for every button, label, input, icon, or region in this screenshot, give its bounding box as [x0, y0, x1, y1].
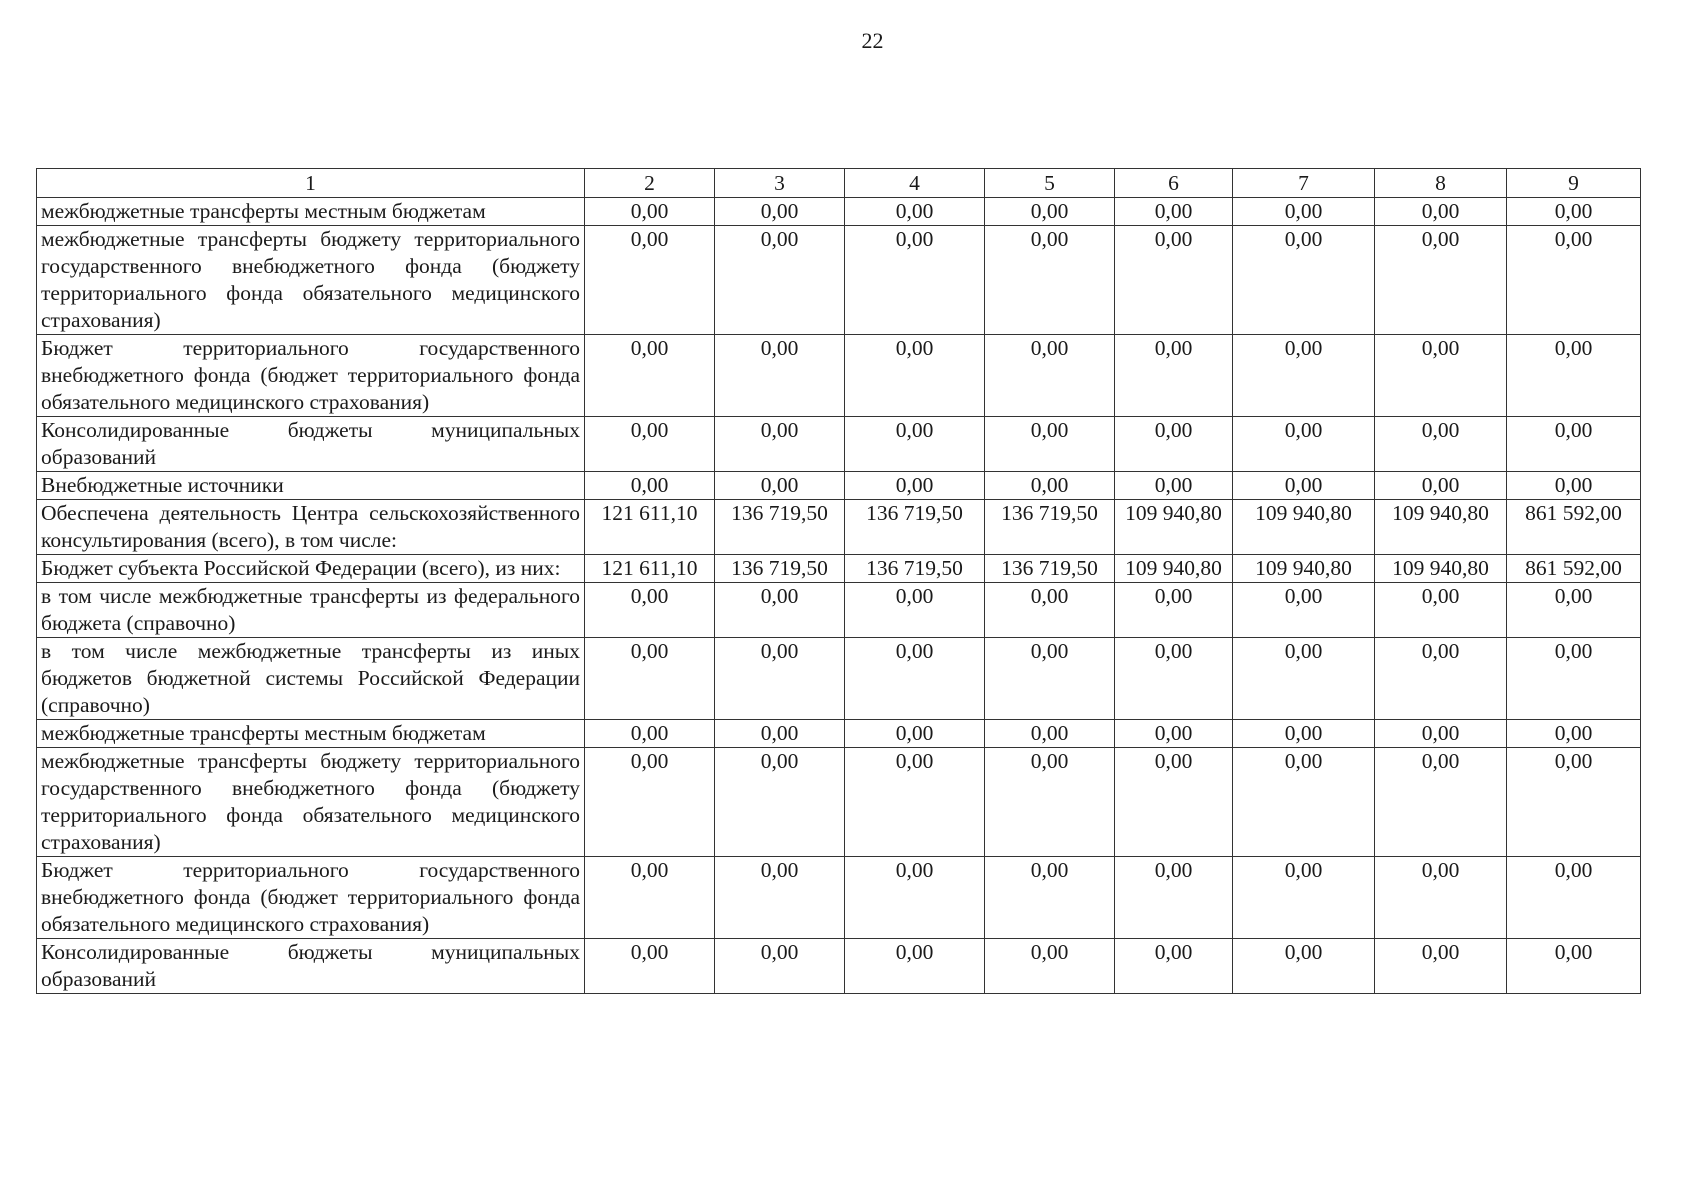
- column-header-3: 3: [715, 169, 845, 198]
- value-cell: 136 719,50: [985, 500, 1115, 555]
- page-number: 22: [861, 28, 884, 53]
- table-row: [37, 583, 1641, 638]
- value-cell: 0,00: [845, 198, 985, 226]
- column-header-9: 9: [1507, 169, 1641, 198]
- value-cell: 0,00: [1507, 472, 1641, 500]
- value-cell: 0,00: [845, 748, 985, 857]
- value-cell: 0,00: [845, 583, 985, 638]
- table-row: [37, 500, 1641, 555]
- value-cell: 109 940,80: [1375, 500, 1507, 555]
- value-cell: 121 611,10: [585, 555, 715, 583]
- table-row: [37, 472, 1641, 500]
- row-label: межбюджетные трансферты местным бюджетам: [37, 720, 585, 748]
- value-cell: 0,00: [715, 939, 845, 994]
- column-header-8: 8: [1375, 169, 1507, 198]
- value-cell: 0,00: [1375, 226, 1507, 335]
- column-header-2: 2: [585, 169, 715, 198]
- value-cell: 0,00: [1115, 857, 1233, 939]
- value-cell: 0,00: [1375, 720, 1507, 748]
- value-cell: 0,00: [1233, 198, 1375, 226]
- row-label: Консолидированные бюджеты муниципальных образований: [37, 939, 585, 994]
- value-cell: 861 592,00: [1507, 555, 1641, 583]
- value-cell: 0,00: [1233, 417, 1375, 472]
- value-cell: 0,00: [985, 335, 1115, 417]
- value-cell: 0,00: [985, 417, 1115, 472]
- value-cell: 0,00: [1115, 417, 1233, 472]
- value-cell: 0,00: [585, 198, 715, 226]
- value-cell: 0,00: [1233, 226, 1375, 335]
- value-cell: 0,00: [985, 939, 1115, 994]
- value-cell: 0,00: [1115, 939, 1233, 994]
- value-cell: 0,00: [1233, 939, 1375, 994]
- value-cell: 0,00: [845, 335, 985, 417]
- value-cell: 0,00: [1375, 472, 1507, 500]
- value-cell: 0,00: [845, 939, 985, 994]
- value-cell: 0,00: [845, 720, 985, 748]
- value-cell: 136 719,50: [845, 555, 985, 583]
- table-row: [37, 748, 1641, 857]
- value-cell: 0,00: [715, 226, 845, 335]
- value-cell: 136 719,50: [715, 500, 845, 555]
- value-cell: 0,00: [985, 583, 1115, 638]
- value-cell: 0,00: [1507, 638, 1641, 720]
- value-cell: 136 719,50: [715, 555, 845, 583]
- table-row: [37, 417, 1641, 472]
- table-row: [37, 857, 1641, 939]
- value-cell: 0,00: [1507, 857, 1641, 939]
- row-label: Обеспечена деятельность Центра сельскохозяйственного консультирования (всего), в том числе:: [37, 500, 585, 555]
- header-row: [37, 169, 1641, 198]
- table-header: [37, 169, 1641, 198]
- table-row: [37, 638, 1641, 720]
- column-header-4: 4: [845, 169, 985, 198]
- table-row: [37, 939, 1641, 994]
- value-cell: 121 611,10: [585, 500, 715, 555]
- value-cell: 0,00: [1507, 198, 1641, 226]
- value-cell: 0,00: [1375, 748, 1507, 857]
- row-label: в том числе межбюджетные трансферты из федерального бюджета (справочно): [37, 583, 585, 638]
- value-cell: 0,00: [845, 472, 985, 500]
- value-cell: 0,00: [845, 857, 985, 939]
- value-cell: 0,00: [715, 417, 845, 472]
- value-cell: 861 592,00: [1507, 500, 1641, 555]
- value-cell: 0,00: [585, 226, 715, 335]
- value-cell: 109 940,80: [1115, 500, 1233, 555]
- value-cell: 0,00: [715, 857, 845, 939]
- value-cell: 0,00: [1507, 417, 1641, 472]
- value-cell: 0,00: [1115, 226, 1233, 335]
- value-cell: 0,00: [1507, 939, 1641, 994]
- value-cell: 0,00: [1115, 720, 1233, 748]
- value-cell: 0,00: [1507, 226, 1641, 335]
- value-cell: 0,00: [1233, 335, 1375, 417]
- value-cell: 0,00: [1115, 638, 1233, 720]
- value-cell: 0,00: [985, 720, 1115, 748]
- value-cell: 0,00: [585, 417, 715, 472]
- value-cell: 0,00: [1233, 748, 1375, 857]
- value-cell: 0,00: [1375, 583, 1507, 638]
- value-cell: 0,00: [715, 638, 845, 720]
- column-header-5: 5: [985, 169, 1115, 198]
- column-header-7: 7: [1233, 169, 1375, 198]
- value-cell: 0,00: [585, 857, 715, 939]
- value-cell: 0,00: [585, 583, 715, 638]
- value-cell: 136 719,50: [845, 500, 985, 555]
- value-cell: 0,00: [1375, 857, 1507, 939]
- value-cell: 0,00: [1507, 583, 1641, 638]
- table-row: [37, 555, 1641, 583]
- value-cell: 0,00: [715, 583, 845, 638]
- value-cell: 0,00: [1115, 472, 1233, 500]
- value-cell: 0,00: [1233, 857, 1375, 939]
- value-cell: 0,00: [1115, 335, 1233, 417]
- value-cell: 0,00: [985, 198, 1115, 226]
- value-cell: 0,00: [845, 638, 985, 720]
- value-cell: 0,00: [985, 472, 1115, 500]
- value-cell: 0,00: [715, 472, 845, 500]
- value-cell: 0,00: [1233, 638, 1375, 720]
- value-cell: 0,00: [985, 857, 1115, 939]
- value-cell: 109 940,80: [1375, 555, 1507, 583]
- value-cell: 0,00: [1233, 720, 1375, 748]
- row-label: в том числе межбюджетные трансферты из иных бюджетов бюджетной системы Российской Федерации (справочно): [37, 638, 585, 720]
- value-cell: 109 940,80: [1115, 555, 1233, 583]
- value-cell: 0,00: [715, 198, 845, 226]
- value-cell: 0,00: [585, 335, 715, 417]
- value-cell: 0,00: [585, 748, 715, 857]
- value-cell: 0,00: [1233, 583, 1375, 638]
- budget-table: [36, 168, 1641, 994]
- value-cell: 0,00: [715, 335, 845, 417]
- value-cell: 0,00: [585, 472, 715, 500]
- value-cell: 0,00: [985, 226, 1115, 335]
- value-cell: 0,00: [1115, 583, 1233, 638]
- value-cell: 0,00: [1375, 417, 1507, 472]
- row-label: межбюджетные трансферты бюджету территориального государственного внебюджетного фонда (бюджету территориального фонда обязательного медицинского страхования): [37, 748, 585, 857]
- value-cell: 0,00: [985, 638, 1115, 720]
- row-label: Бюджет субъекта Российской Федерации (всего), из них:: [37, 555, 585, 583]
- value-cell: 0,00: [715, 720, 845, 748]
- value-cell: 0,00: [585, 720, 715, 748]
- value-cell: 0,00: [845, 417, 985, 472]
- value-cell: 0,00: [985, 748, 1115, 857]
- table-row: [37, 226, 1641, 335]
- value-cell: 0,00: [585, 638, 715, 720]
- value-cell: 0,00: [1375, 638, 1507, 720]
- table-row: [37, 720, 1641, 748]
- row-label: Бюджет территориального государственного внебюджетного фонда (бюджет территориального фонда обязательного медицинского страхования): [37, 857, 585, 939]
- value-cell: 0,00: [1375, 939, 1507, 994]
- value-cell: 0,00: [1375, 198, 1507, 226]
- value-cell: 0,00: [1375, 335, 1507, 417]
- column-header-6: 6: [1115, 169, 1233, 198]
- table-row: [37, 198, 1641, 226]
- row-label: межбюджетные трансферты бюджету территориального государственного внебюджетного фонда (бюджету территориального фонда обязательного медицинского страхования): [37, 226, 585, 335]
- value-cell: 136 719,50: [985, 555, 1115, 583]
- value-cell: 0,00: [845, 226, 985, 335]
- row-label: Внебюджетные источники: [37, 472, 585, 500]
- value-cell: 0,00: [1507, 720, 1641, 748]
- value-cell: 0,00: [585, 939, 715, 994]
- row-label: межбюджетные трансферты местным бюджетам: [37, 198, 585, 226]
- column-header-1: 1: [37, 169, 585, 198]
- value-cell: 109 940,80: [1233, 555, 1375, 583]
- value-cell: 109 940,80: [1233, 500, 1375, 555]
- value-cell: 0,00: [1115, 198, 1233, 226]
- value-cell: 0,00: [715, 748, 845, 857]
- value-cell: 0,00: [1507, 748, 1641, 857]
- value-cell: 0,00: [1233, 472, 1375, 500]
- value-cell: 0,00: [1507, 335, 1641, 417]
- row-label: Консолидированные бюджеты муниципальных образований: [37, 417, 585, 472]
- table-row: [37, 335, 1641, 417]
- row-label: Бюджет территориального государственного внебюджетного фонда (бюджет территориального фонда обязательного медицинского страхования): [37, 335, 585, 417]
- value-cell: 0,00: [1115, 748, 1233, 857]
- table-body: [37, 198, 1641, 994]
